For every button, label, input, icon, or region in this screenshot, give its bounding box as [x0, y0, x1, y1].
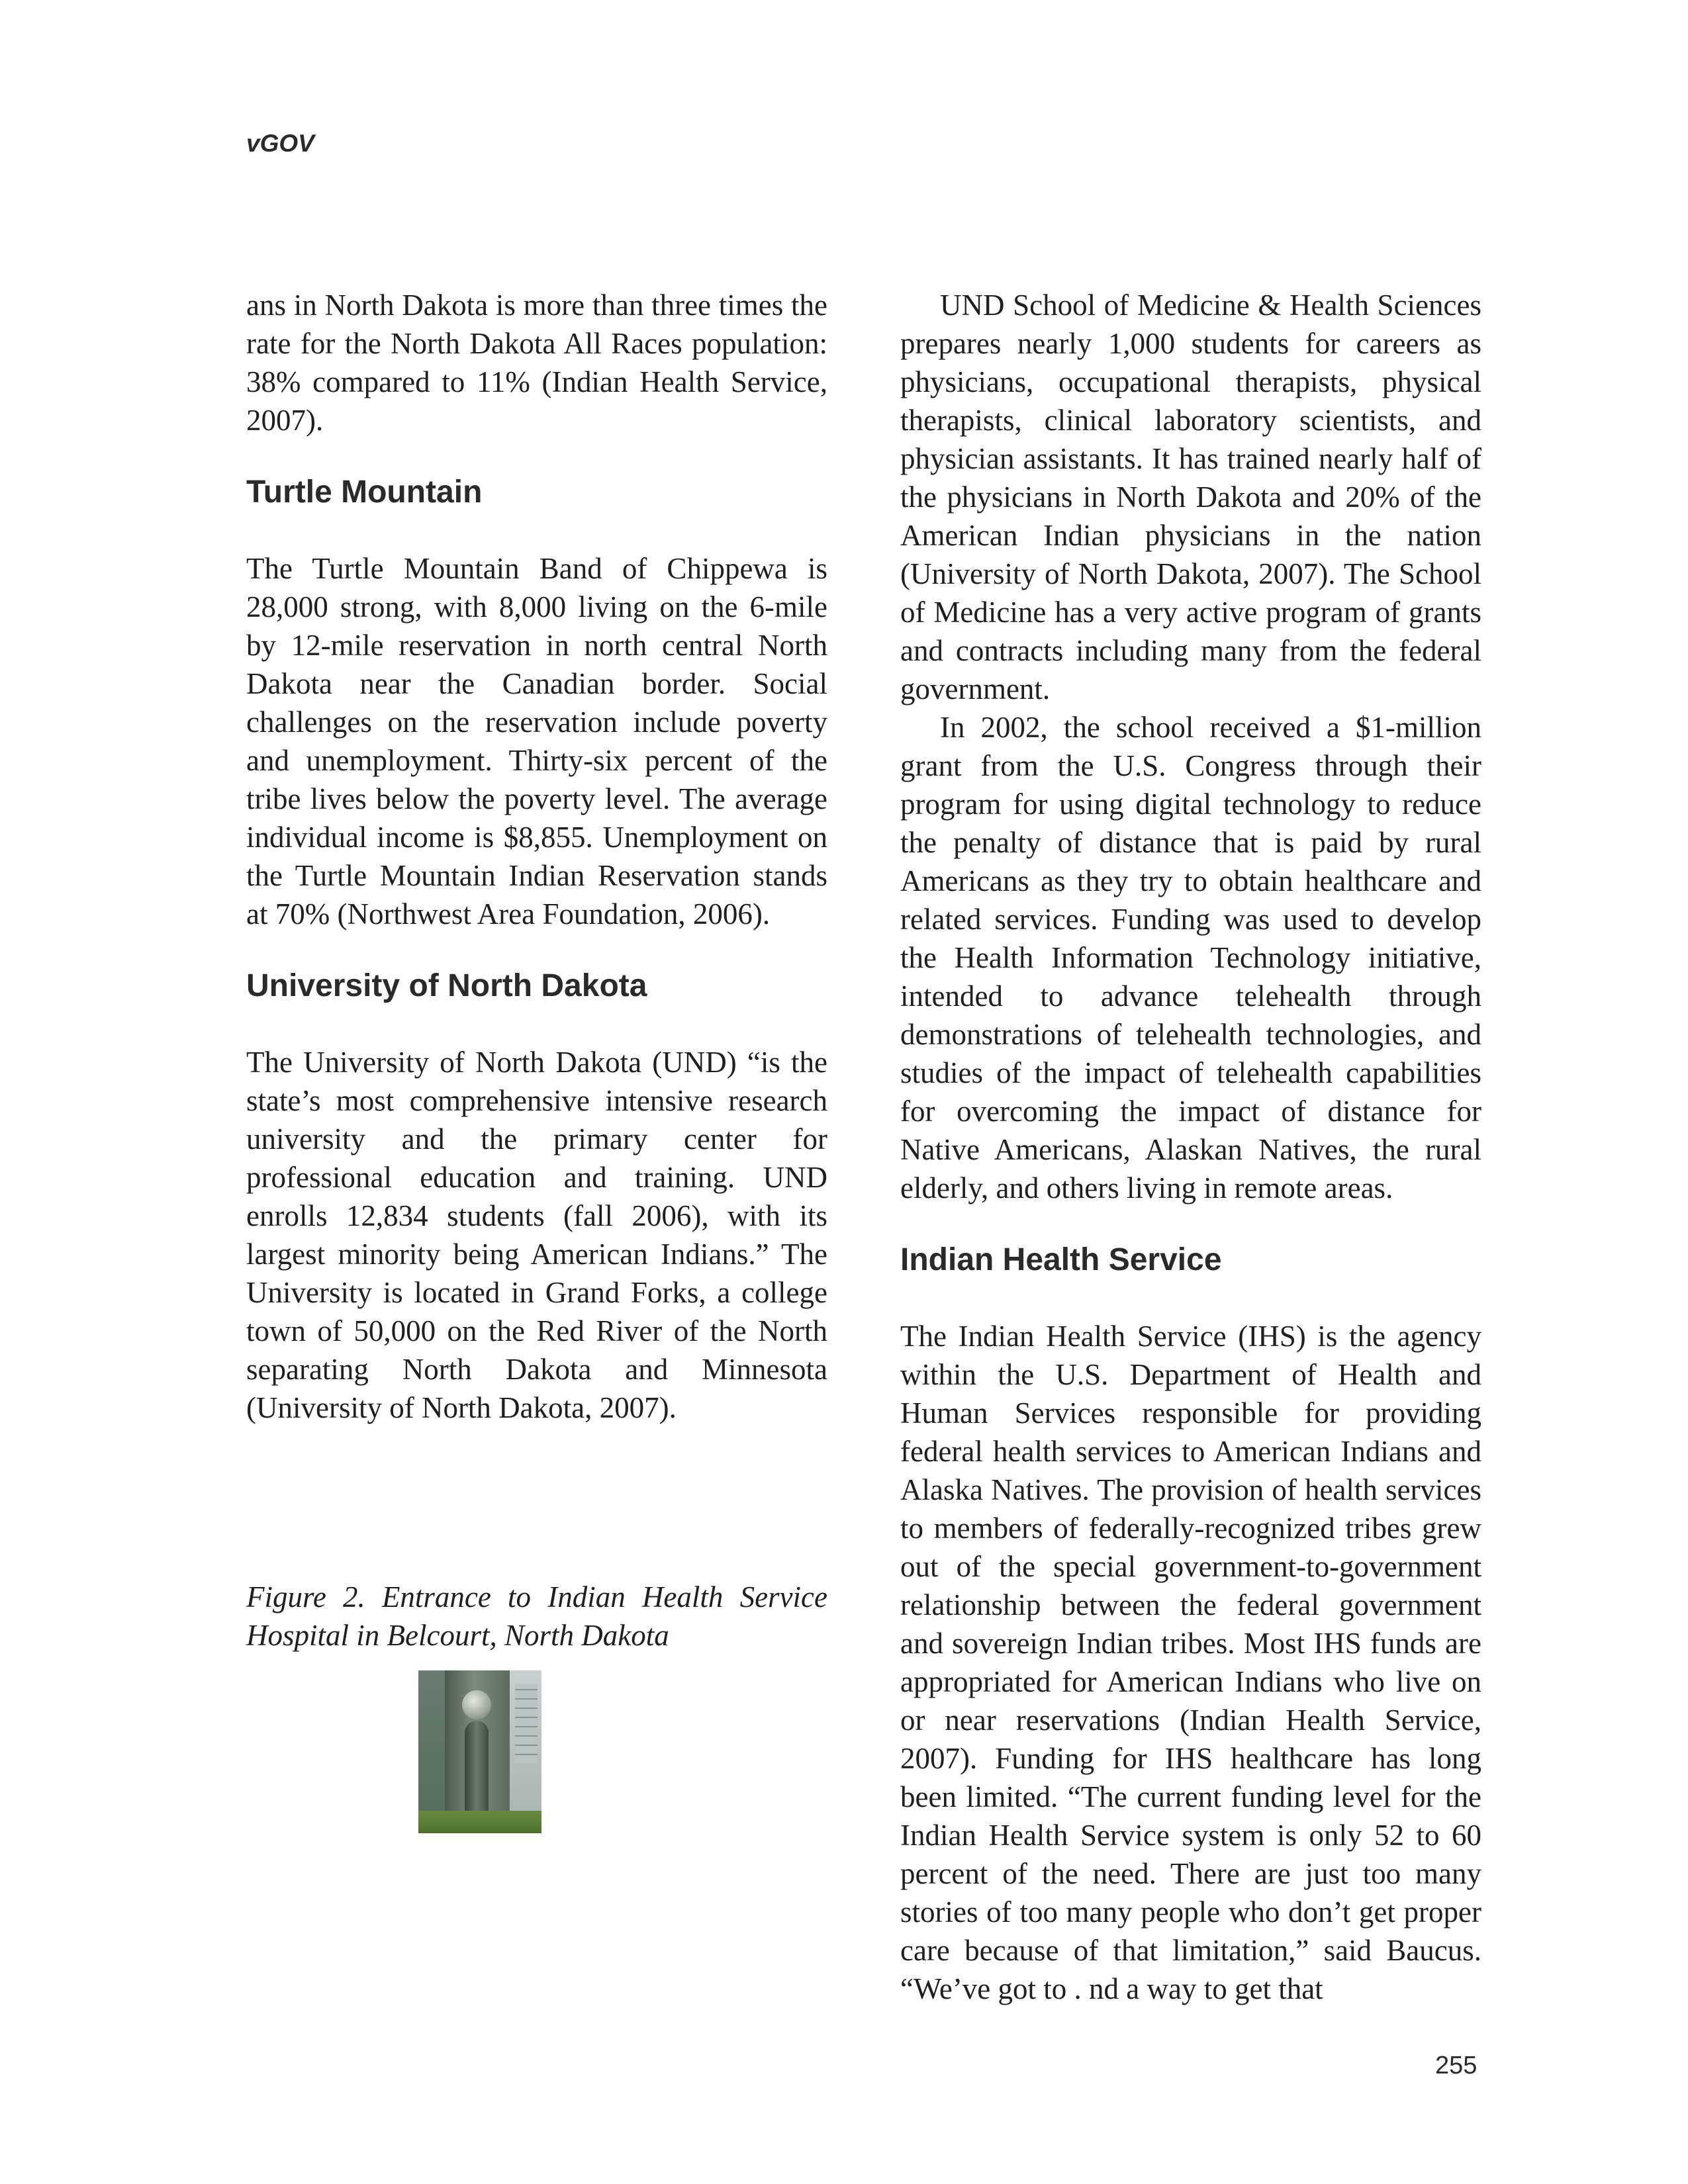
paragraph-turtle-mountain: The Turtle Mountain Band of Chippewa is 28,000 strong, with 8,000 living on the 6-mile by 12-mile reservation in north central North Dakota near the Canadian border. Social challenges on the reservation include poverty and unemployment. Thirty-six percent of the tribe lives below the poverty level. The average individual income is $8,855. Unemployment on the Turtle Mountain Indian Reservation stands at 70% (Northwest Area Foundation, 2006).	[246, 552, 827, 931]
paragraph-university-north-dakota: The University of North Dakota (UND) “is the state’s most comprehensive intensive research university and the primary center for professional education and training. UND enrolls 12,834 students (fall 2006), with its largest minority being American Indians.” The University is located in Grand Forks, a college town of 50,000 on the Red River of the North separating North Dakota and Minnesota (University of North Dakota, 2007).	[246, 1046, 827, 1424]
hospital-entrance-photo	[418, 1670, 541, 1833]
left-column	[246, 286, 827, 1833]
heading-university-north-dakota: University of North Dakota	[246, 968, 647, 1003]
paragraph-und-school-of-medicine: UND School of Medicine & Health Sciences prepares nearly 1,000 students for careers as physicians, occupational therapists, physical therapists, clinical laboratory scientists, and physician assistants. It has trained nearly half of the physicians in North Dakota and 20% of the American Indian physicians in the nation (University of North Dakota, 2007). The School of Medicine has a very active program of grants and contracts including many from the federal government.	[900, 289, 1481, 705]
right-column	[900, 286, 1481, 2008]
paragraph-indian-health-service: The Indian Health Service (IHS) is the agency within the U.S. Department of Health and Human Services responsible for providing federal health services to American Indians and Alaska Natives. The provision of health services to members of federally-recognized tribes grew out of the special government-to-government relationship between the federal government and sovereign Indian tribes. Most IHS funds are appropriated for American Indians who live on or near reservations (Indian Health Service, 2007). Funding for IHS healthcare has long been limited. “The current funding level for the Indian Health Service system is only 52 to 60 percent of the need. There are just too many stories of too many people who don’t get proper care because of that limitation,” said Baucus. “We’ve got to . nd a way to get that	[900, 1320, 1481, 2005]
running-head: vGOV	[246, 130, 314, 157]
heading-indian-health-service: Indian Health Service	[900, 1242, 1222, 1277]
paragraph-grant: In 2002, the school received a $1-million grant from the U.S. Congress through their program for using digital technology to reduce the penalty of distance that is paid by rural Americans as they try to obtain healthcare and related services. Funding was used to develop the Health Information Technology initiative, intended to advance telehealth through demonstrations of telehealth technologies, and studies of the impact of telehealth capabilities for overcoming the impact of distance for Native Americans, Alaskan Natives, the rural elderly, and others living in remote areas.	[900, 711, 1481, 1205]
figure-caption: Figure 2. Entrance to Indian Health Service Hospital in Belcourt, North Dakota	[246, 1580, 827, 1652]
page-number: 255	[1435, 2052, 1477, 2079]
heading-turtle-mountain: Turtle Mountain	[246, 475, 483, 510]
paragraph-continued: ans in North Dakota is more than three times the rate for the North Dakota All Races population: 38% compared to 11% (Indian Health Service, 2007).	[246, 289, 827, 437]
